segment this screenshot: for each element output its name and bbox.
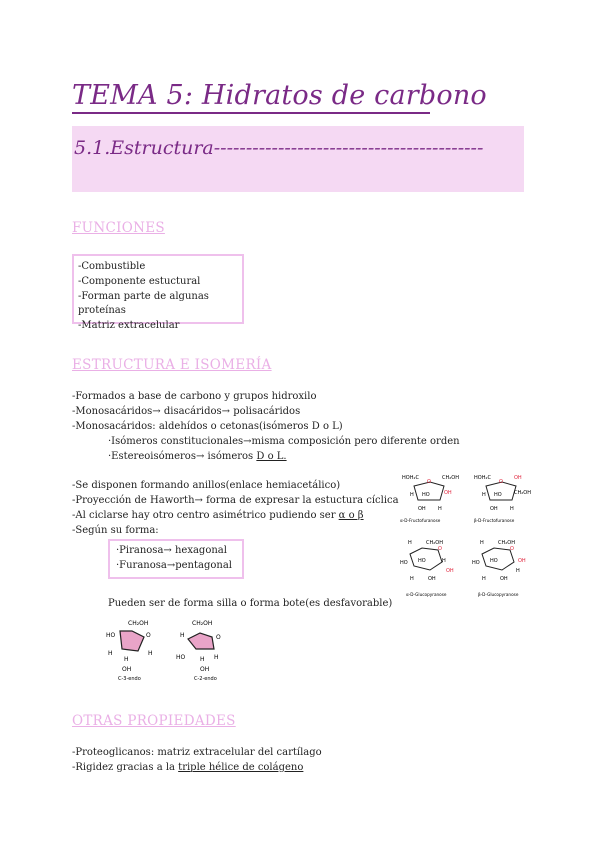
svg-text:CH₂OH: CH₂OH <box>192 620 213 627</box>
svg-text:HO: HO <box>176 654 186 661</box>
estructura-line: -Proyección de Haworth→ forma de expresar la estuctura cíclica <box>72 495 399 506</box>
otras-underlined: triple hélice de colágeno <box>178 762 304 773</box>
svg-text:H: H <box>108 650 113 657</box>
svg-text:CH₂OH: CH₂OH <box>514 490 531 496</box>
svg-text:CH₂OH: CH₂OH <box>442 475 459 481</box>
svg-text:OH: OH <box>490 506 498 512</box>
estructura-line: -Monosacáridos: aldehídos o cetonas(isómeros D o L) <box>72 421 343 432</box>
svg-text:HO: HO <box>400 560 408 566</box>
svg-text:OH: OH <box>444 490 452 496</box>
svg-text:H: H <box>200 656 205 663</box>
svg-text:H: H <box>124 656 129 663</box>
otras-line <box>72 761 303 776</box>
silla-line: Pueden ser de forma silla o forma bote(es desfavorable) <box>108 598 393 609</box>
glucopyranose-beta <box>472 540 526 582</box>
svg-text:HO: HO <box>422 492 430 498</box>
svg-text:HO: HO <box>490 558 498 564</box>
svg-text:O: O <box>438 546 442 552</box>
svg-text:OH: OH <box>200 666 210 673</box>
estructura-line: -Se disponen formando anillos(enlace hemiacetálico) <box>72 480 341 491</box>
svg-text:O: O <box>510 546 514 552</box>
svg-text:H: H <box>438 506 442 512</box>
c3-endo-structure <box>106 620 153 673</box>
ring-figures <box>396 470 531 602</box>
envelope-figures <box>98 615 248 683</box>
funciones-item: -Componente estuctural <box>78 275 201 287</box>
fructofuranose-alpha <box>402 475 459 512</box>
svg-text:H: H <box>410 576 414 582</box>
svg-text:H: H <box>148 650 153 657</box>
glucopyranose-alpha <box>400 540 454 582</box>
fructo-alpha-label: α-D-Fructofuranose <box>400 518 441 523</box>
svg-text:OH: OH <box>518 558 526 564</box>
gluco-alpha-label: α-D-Glucopyranose <box>406 592 447 597</box>
svg-text:H: H <box>180 632 185 639</box>
endo-right-label: C-2-endo <box>194 676 217 682</box>
estructura-text: -Al ciclarse hay otro centro asimétrico pudiendo ser <box>72 510 339 521</box>
svg-text:OH: OH <box>446 568 454 574</box>
svg-text:O: O <box>216 634 221 641</box>
title-underline <box>72 112 430 114</box>
svg-text:CH₂OH: CH₂OH <box>128 620 149 627</box>
svg-text:HO: HO <box>494 492 502 498</box>
estructura-text: ·Estereoisómeros→ isómeros <box>108 451 257 462</box>
svg-text:OH: OH <box>122 666 132 673</box>
estructura-line <box>72 509 364 524</box>
svg-text:CH₂OH: CH₂OH <box>426 540 443 546</box>
endo-left-label: C-3-endo <box>118 676 141 682</box>
funciones-box <box>72 254 244 332</box>
estructura-underlined: D o L. <box>256 451 287 462</box>
otras-heading: OTRAS PROPIEDADES <box>72 713 236 729</box>
otras-text: -Rigidez gracias a la <box>72 762 179 773</box>
svg-text:HO: HO <box>106 632 116 639</box>
c2-endo-structure <box>176 620 221 673</box>
svg-text:H: H <box>482 492 486 498</box>
svg-text:O: O <box>146 632 151 639</box>
estructura-line: -Formados a base de carbono y grupos hidroxilo <box>72 391 317 402</box>
svg-text:HOH₂C: HOH₂C <box>402 475 419 481</box>
svg-text:H: H <box>408 540 412 546</box>
svg-text:O: O <box>427 479 431 485</box>
svg-text:H: H <box>482 576 486 582</box>
estructura-underlined: α o β <box>338 510 364 521</box>
svg-text:H: H <box>510 506 514 512</box>
section-title: 5.1.Estructura------------------------------------------ <box>74 137 484 159</box>
svg-text:HO: HO <box>472 560 480 566</box>
funciones-heading: FUNCIONES <box>72 220 165 236</box>
svg-text:HO: HO <box>418 558 426 564</box>
svg-text:OH: OH <box>418 506 426 512</box>
svg-text:H: H <box>214 654 219 661</box>
funciones-item: -Matriz extracelular <box>78 320 180 332</box>
svg-text:OH: OH <box>500 576 508 582</box>
svg-text:H: H <box>410 492 414 498</box>
forma-item: ·Piranosa→ hexagonal <box>116 545 227 556</box>
fructo-beta-label: β-D-Fructofuranose <box>474 518 515 523</box>
svg-text:O: O <box>499 479 503 485</box>
estructura-line: -Según su forma: <box>72 525 159 536</box>
svg-text:H: H <box>480 540 484 546</box>
estructura-heading: ESTRUCTURA E ISOMERÍA <box>72 357 272 373</box>
funciones-item: -Combustible <box>78 261 146 272</box>
svg-text:H: H <box>442 558 446 564</box>
fructofuranose-beta <box>474 475 531 512</box>
estructura-line <box>108 450 287 465</box>
svg-text:H: H <box>516 568 520 574</box>
svg-text:OH: OH <box>428 576 436 582</box>
funciones-item: -Forman parte de algunas proteínas <box>78 290 209 317</box>
svg-text:CH₂OH: CH₂OH <box>498 540 515 546</box>
gluco-beta-label: β-D-Glucopyranose <box>478 592 519 597</box>
page-title: TEMA 5: Hidratos de carbono <box>72 80 487 111</box>
forma-item: ·Furanosa→pentagonal <box>116 559 232 571</box>
forma-box <box>108 539 244 579</box>
svg-text:HOH₂C: HOH₂C <box>474 475 491 481</box>
otras-line: -Proteoglicanos: matriz extracelular del cartílago <box>72 747 322 758</box>
estructura-line: -Monosacáridos→ disacáridos→ polisacáridos <box>72 406 301 417</box>
estructura-line: ·Isómeros constitucionales→misma composición pero diferente orden <box>108 436 460 447</box>
svg-text:OH: OH <box>514 475 522 481</box>
